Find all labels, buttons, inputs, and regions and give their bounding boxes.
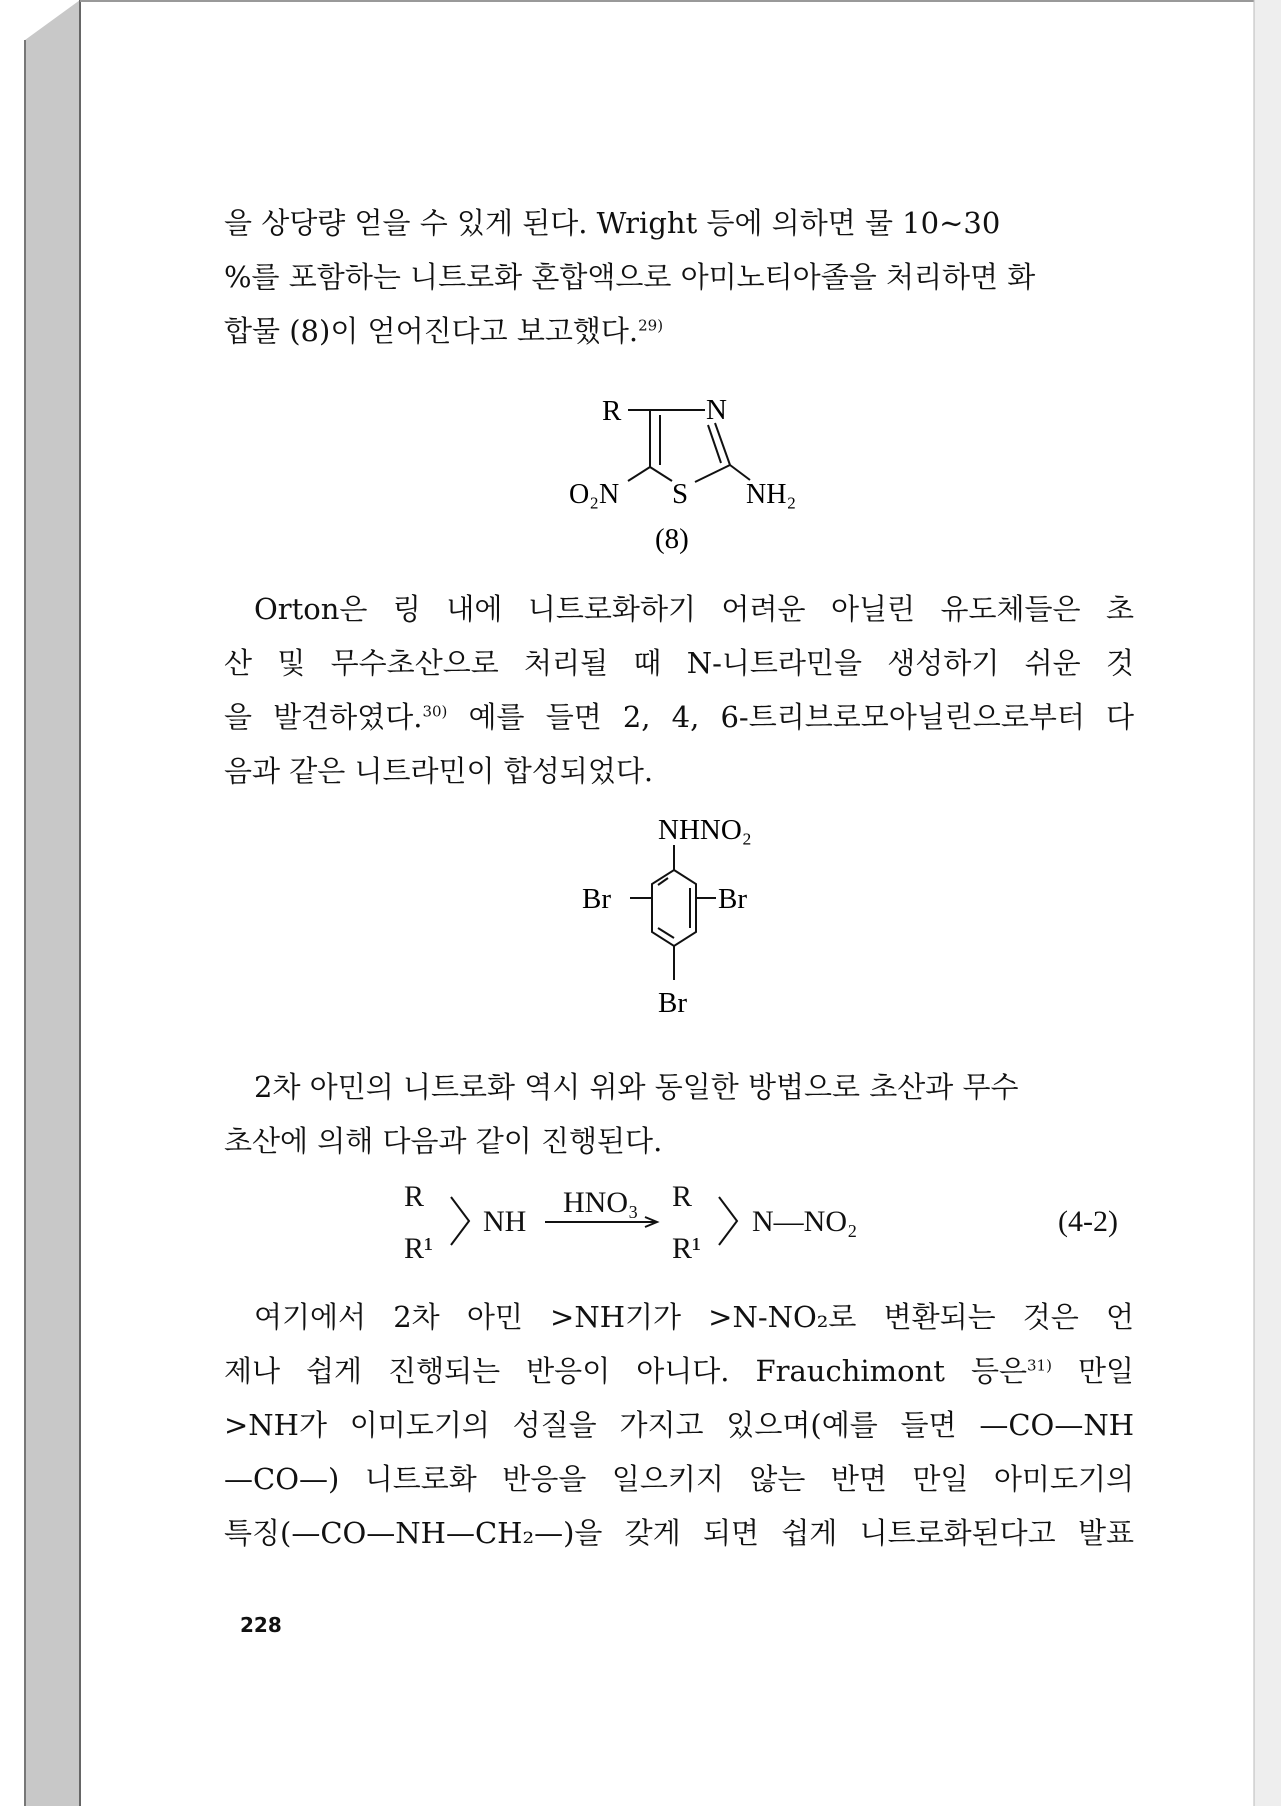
p1-line-2: %를 포함하는 니트로화 혼합액으로 아미노티아졸을 처리하면 화 (224, 260, 1036, 294)
p2-line-1: Orton은 링 내에 니트로화하기 어려운 아닐린 유도체들은 초 (254, 592, 1134, 626)
p4-line-3: >NH가 이미도기의 성질을 가지고 있으며(예를 들면 —CO—NH (224, 1408, 1134, 1442)
eq-NH: NH (483, 1205, 527, 1238)
struct8-bonds (628, 410, 750, 482)
p4-line-4: —CO—) 니트로화 반응을 일으키지 않는 반면 만일 아미도기의 (224, 1462, 1134, 1496)
page-number: 228 (240, 1613, 282, 1637)
p4-line-2 (224, 1344, 1134, 1398)
eq-number: (4-2) (1058, 1205, 1118, 1238)
paragraph-1 (224, 196, 1134, 358)
eq-R1-bottom: R¹ (404, 1232, 434, 1265)
p2-line-2: 산 및 무수초산으로 처리될 때 N-니트라민을 생성하기 쉬운 것 (224, 646, 1134, 680)
p1-line-3 (224, 304, 1134, 358)
nitramine-Br-right: Br (718, 883, 747, 915)
p3-line-1: 2차 아민의 니트로화 역시 위와 동일한 방법으로 초산과 무수 (254, 1070, 1019, 1104)
paragraph-3 (224, 1060, 1134, 1168)
eq-reaction-arrow (545, 1215, 665, 1229)
p2-line-3a: 을 발견하였다. (224, 700, 423, 734)
nitramine-Br-left: Br (582, 883, 611, 915)
p4-line-2a: 제나 쉽게 진행되는 반응이 아니다. Frauchimont 등은 (224, 1354, 1027, 1388)
p1-line-3-text: 합물 (8)이 얻어진다고 보고했다. (224, 314, 639, 348)
footnote-ref-31: 31) (1027, 1356, 1052, 1375)
eq-bracket-1 (445, 1193, 475, 1249)
struct8-S: S (672, 478, 689, 510)
nitramine-NHNO2: NHNO₂ (658, 814, 752, 846)
struct8-R: R (602, 395, 622, 427)
eq-bracket-2 (713, 1193, 743, 1249)
thiazole-structure-8 (560, 385, 800, 555)
p1-line-1: 을 상당량 얻을 수 있게 된다. Wright 등에 의하면 물 10∼30 (224, 206, 1001, 240)
p2-line-4: 음과 같은 니트라민이 합성되었다. (224, 754, 654, 788)
p4-line-5: 특징(—CO—NH—CH₂—)을 갖게 되면 쉽게 니트로화된다고 발표 (224, 1516, 1134, 1550)
eq-R1-bottom-2: R¹ (672, 1232, 702, 1265)
paragraph-4 (224, 1290, 1134, 1560)
eq-R-top: R (404, 1180, 425, 1213)
p3-line-2: 초산에 의해 다음과 같이 진행된다. (224, 1124, 663, 1158)
tribromo-nitramine-structure (570, 808, 810, 1023)
benzene-ring-bonds (630, 845, 716, 980)
paragraph-2 (224, 582, 1134, 798)
struct8-N: N (706, 394, 727, 426)
p2-line-3b: 예를 들면 2, 4, 6-트리브로모아닐린으로부터 다 (468, 700, 1135, 734)
footnote-ref-30: 30) (422, 702, 448, 721)
struct8-label: (8) (655, 523, 689, 555)
p4-line-2b: 만일 (1077, 1354, 1135, 1388)
eq-R-top-2: R (672, 1180, 693, 1213)
struct8-O2N: O₂N (569, 479, 620, 510)
p2-line-3 (224, 690, 1134, 744)
nitramine-Br-bottom: Br (658, 987, 687, 1019)
eq-reagent: HNO₃ (563, 1186, 639, 1219)
p4-line-1: 여기에서 2차 아민 >NH기가 >N-NO₂로 변환되는 것은 언 (254, 1300, 1134, 1334)
eq-product: N—NO₂ (752, 1205, 858, 1238)
struct8-NH2: NH₂ (746, 479, 797, 510)
footnote-ref-29: 29) (638, 316, 664, 335)
